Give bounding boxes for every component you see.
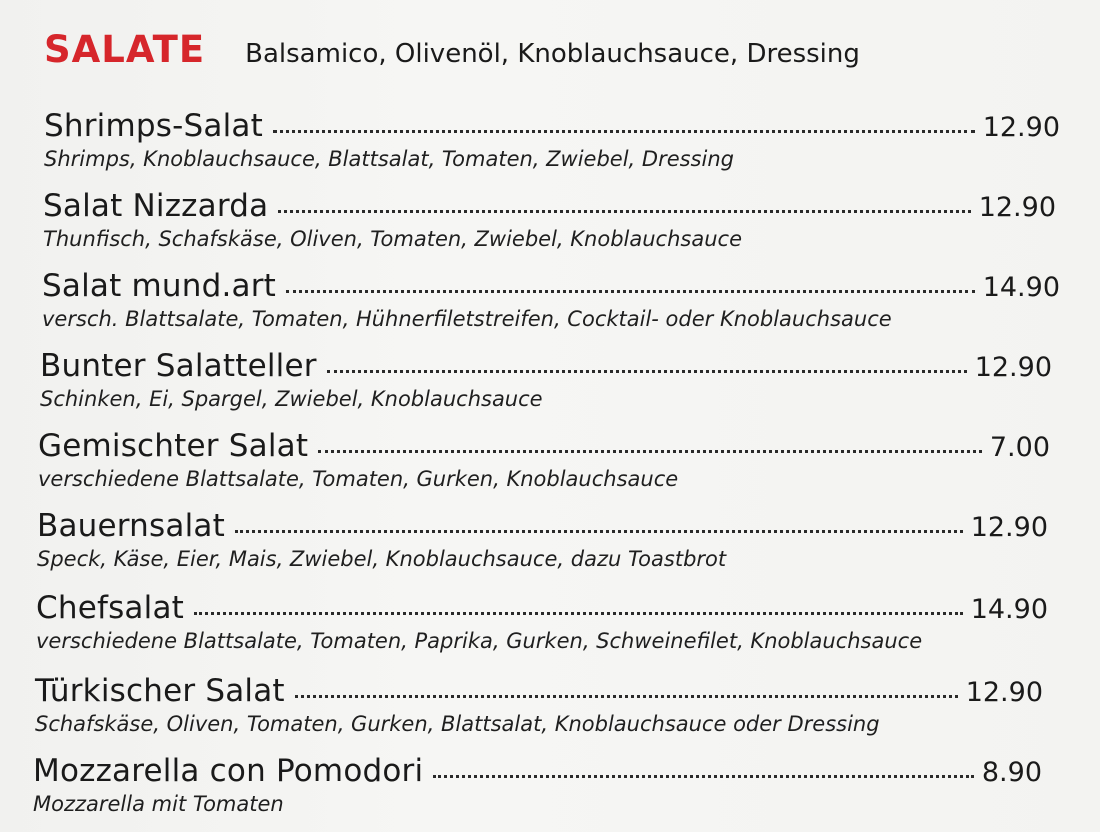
menu-item-name: Türkischer Salat (35, 673, 285, 709)
menu-item-row (44, 108, 1060, 144)
menu-item-row (38, 428, 1050, 464)
menu-item-price: 12.90 (970, 512, 1048, 543)
dot-leader (235, 530, 963, 533)
menu-item (44, 108, 1060, 184)
menu-item-price: 12.90 (965, 677, 1043, 708)
menu-item-row (42, 268, 1060, 304)
dot-leader (194, 612, 963, 615)
menu-item-price: 14.90 (982, 272, 1060, 303)
menu-item-description: versch. Blattsalate, Tomaten, Hühnerfiletstreifen, Cocktail- oder Knoblauchsauce (42, 307, 892, 331)
menu-item-description: Mozzarella mit Tomaten (33, 792, 284, 816)
menu-item-row (40, 348, 1052, 384)
menu-item-description: Schafskäse, Oliven, Tomaten, Gurken, Blattsalat, Knoblauchsauce oder Dressing (35, 712, 880, 736)
section-subtitle: Balsamico, Olivenöl, Knoblauchsauce, Dressing (245, 39, 860, 69)
menu-item-price: 8.90 (981, 757, 1042, 788)
menu-item (40, 348, 1052, 424)
menu-item (33, 753, 1042, 829)
menu-item-description: Shrimps, Knoblauchsauce, Blattsalat, Tomaten, Zwiebel, Dressing (44, 147, 734, 171)
menu-item-name: Mozzarella con Pomodori (33, 753, 424, 789)
menu-item-name: Chefsalat (36, 590, 184, 626)
section-header (44, 28, 860, 71)
menu-item-price: 7.00 (989, 432, 1050, 463)
menu-item-price: 12.90 (982, 112, 1060, 143)
menu-item-description: Schinken, Ei, Spargel, Zwiebel, Knoblauchsauce (40, 387, 543, 411)
dot-leader (295, 695, 958, 698)
menu-item-description: Speck, Käse, Eier, Mais, Zwiebel, Knoblauchsauce, dazu Toastbrot (37, 547, 727, 571)
menu-item-name: Bauernsalat (37, 508, 225, 544)
dot-leader (273, 130, 975, 133)
menu-item-description: verschiedene Blattsalate, Tomaten, Paprika, Gurken, Schweinefilet, Knoblauchsauce (36, 629, 923, 653)
menu-item (35, 673, 1043, 749)
menu-item (38, 428, 1050, 504)
menu-item-name: Salat mund.art (42, 268, 277, 304)
menu-item-price: 14.90 (970, 594, 1048, 625)
menu-item-row (37, 508, 1048, 544)
menu-item (42, 268, 1060, 344)
menu-item-row (36, 590, 1048, 626)
menu-item-row (43, 188, 1056, 224)
dot-leader (286, 290, 975, 293)
menu-item-name: Salat Nizzarda (43, 188, 269, 224)
menu-item-description: verschiedene Blattsalate, Tomaten, Gurken, Knoblauchsauce (38, 467, 679, 491)
menu-item-row (33, 753, 1042, 789)
menu-item (36, 590, 1048, 666)
menu-item (37, 508, 1048, 584)
dot-leader (318, 450, 982, 453)
menu-item-description: Thunfisch, Schafskäse, Oliven, Tomaten, Zwiebel, Knoblauchsauce (43, 227, 742, 251)
menu-item-price: 12.90 (978, 192, 1056, 223)
menu-item-name: Gemischter Salat (38, 428, 309, 464)
dot-leader (278, 210, 970, 213)
dot-leader (327, 370, 967, 373)
menu-item-price: 12.90 (974, 352, 1052, 383)
menu-item (43, 188, 1056, 264)
menu-item-name: Bunter Salatteller (40, 348, 317, 384)
menu-item-row (35, 673, 1043, 709)
menu-item-name: Shrimps-Salat (44, 108, 263, 144)
section-title: SALATE (44, 28, 206, 71)
dot-leader (433, 775, 974, 778)
